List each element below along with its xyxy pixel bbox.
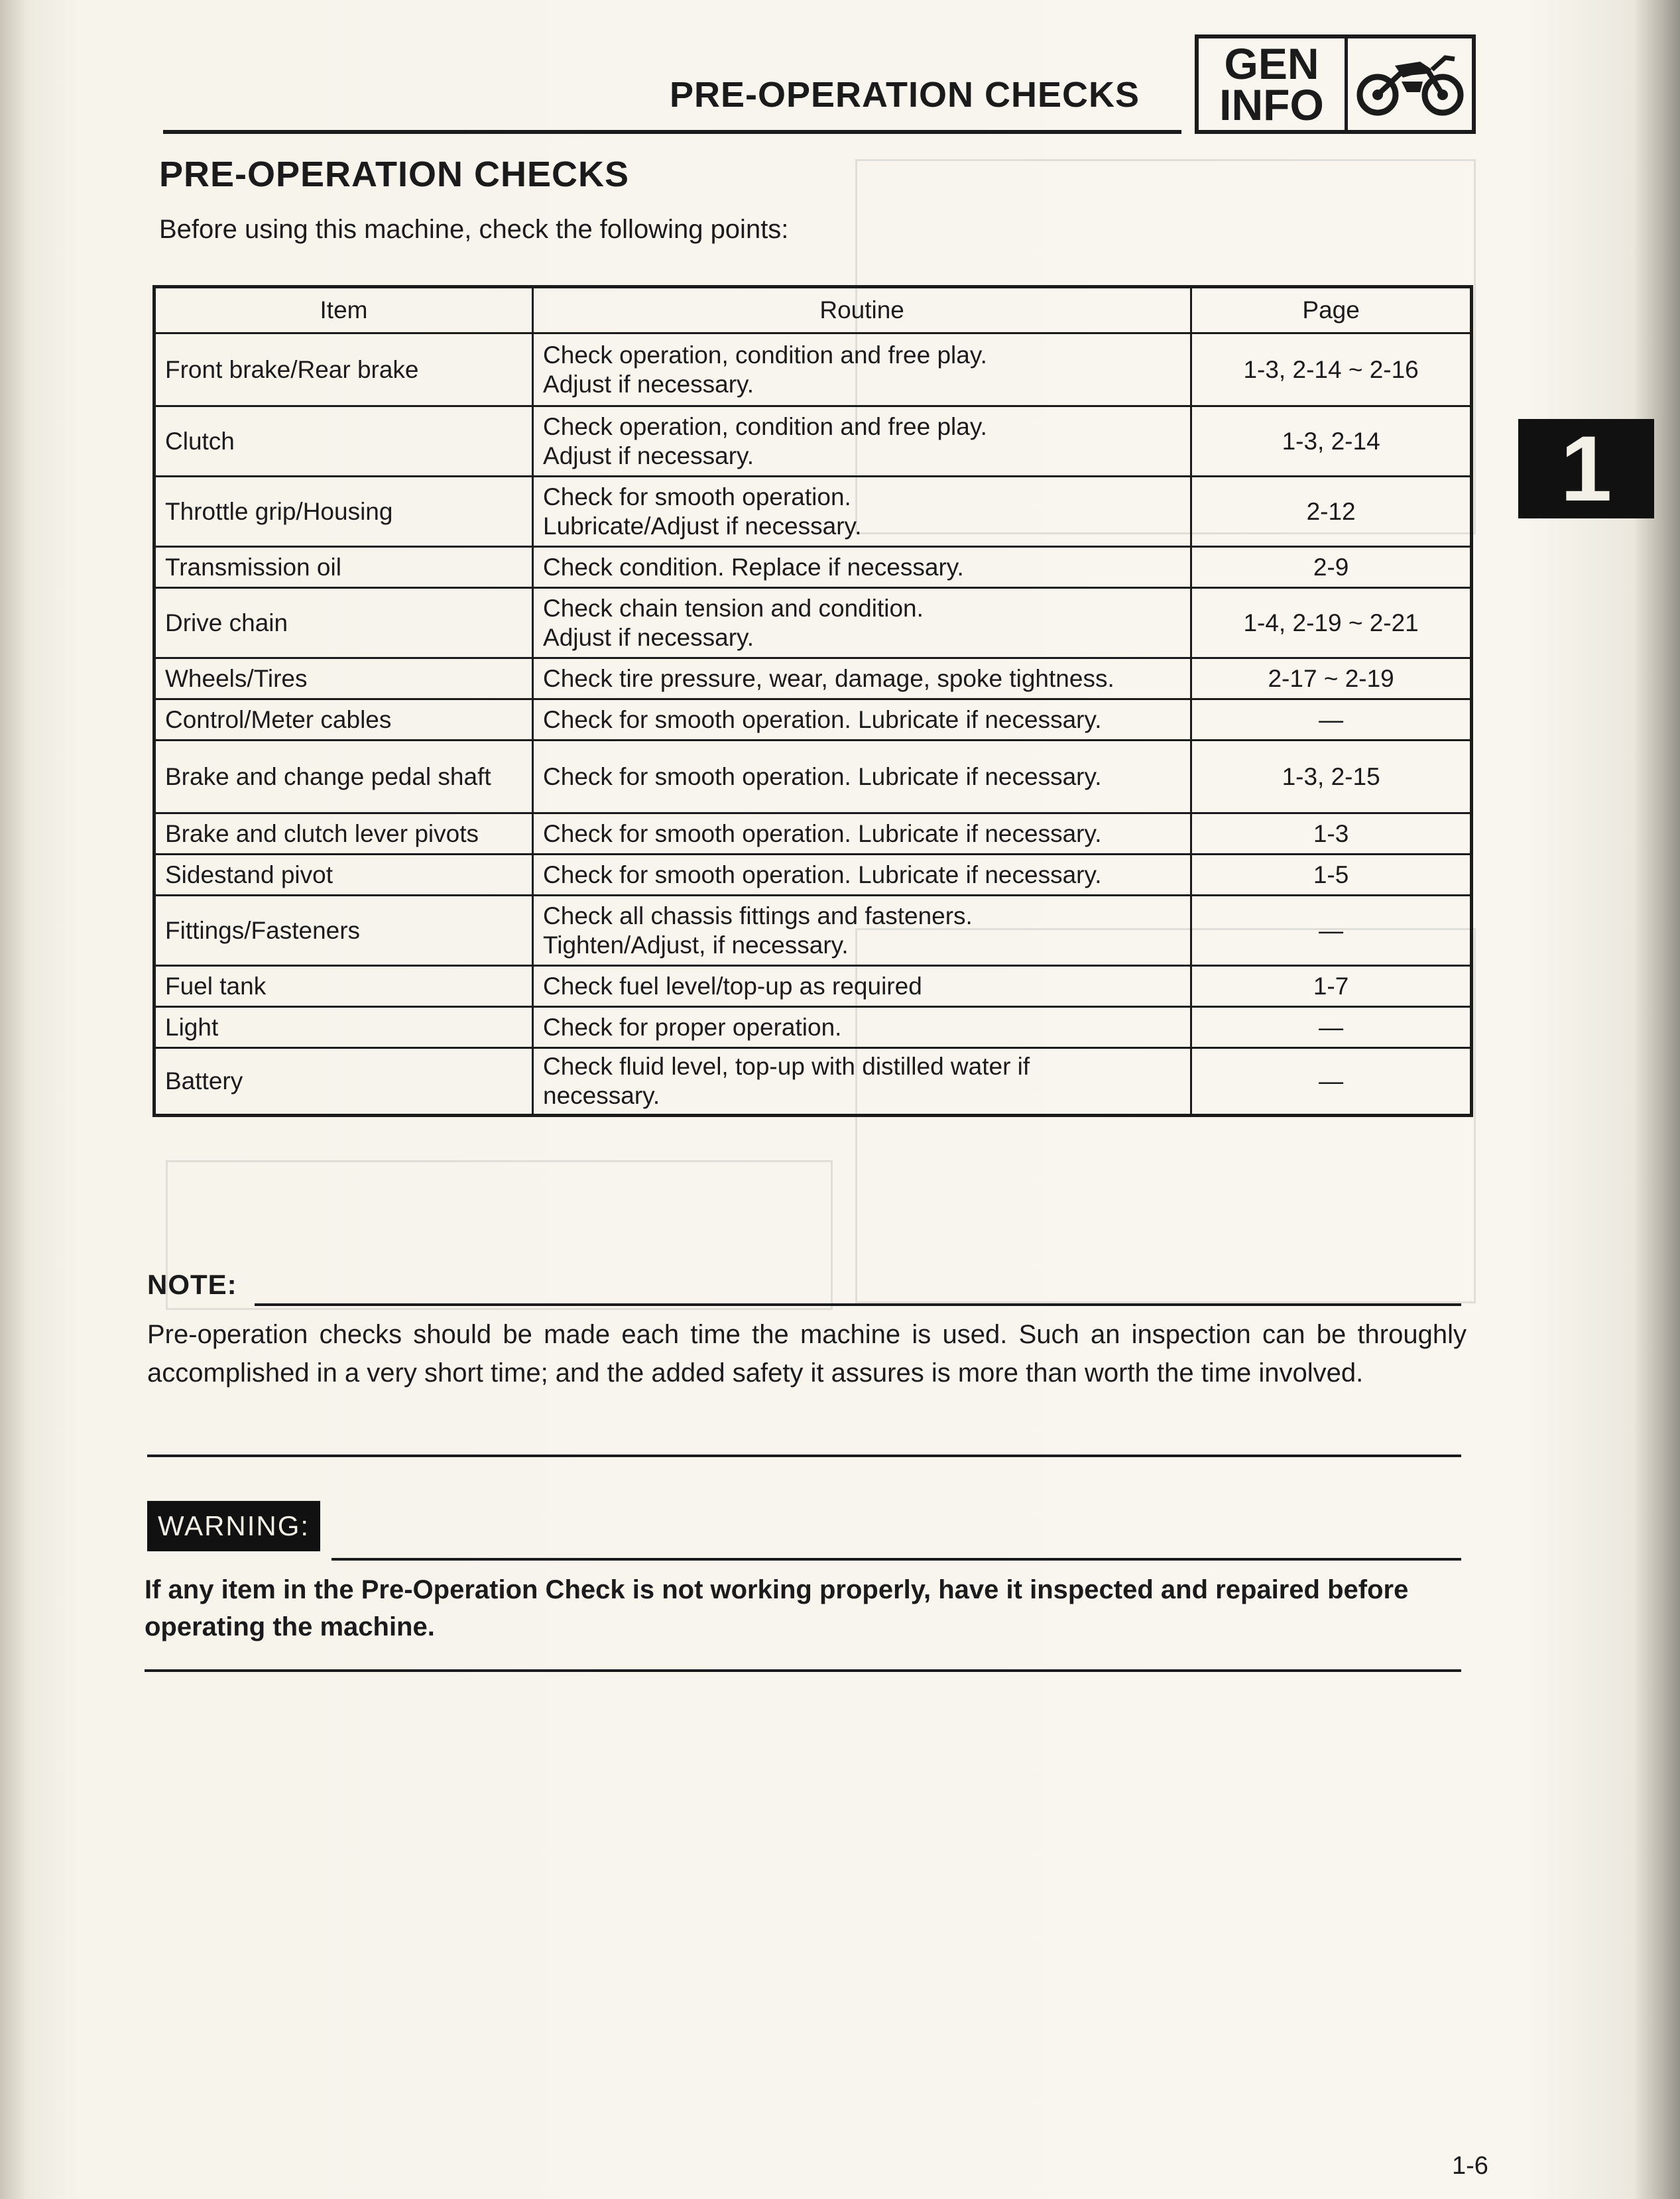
routine-line: Lubricate/Adjust if necessary. — [543, 512, 862, 540]
gen-info-badge — [1195, 34, 1476, 134]
routine-line: Check fuel level/top-up as required — [543, 972, 922, 1000]
item-cell: Fuel tank — [154, 966, 533, 1007]
table-row — [154, 741, 1472, 813]
page-cell: 1-3, 2-14 — [1191, 406, 1472, 477]
item-cell: Light — [154, 1007, 533, 1048]
routine-line: Check for smooth operation. Lubricate if necessary. — [543, 861, 1102, 888]
routine-line: Adjust if necessary. — [543, 370, 754, 398]
table-row — [154, 966, 1472, 1007]
item-cell: Drive chain — [154, 588, 533, 658]
table-row — [154, 855, 1472, 896]
table-row — [154, 699, 1472, 741]
page-cell: 1-4, 2-19 ~ 2-21 — [1191, 588, 1472, 658]
routine-line: Check for smooth operation. Lubricate if necessary. — [543, 819, 1102, 847]
routine-line: Check condition. Replace if necessary. — [543, 553, 964, 581]
table-header-row — [154, 287, 1472, 333]
page-number: 1-6 — [1452, 2152, 1488, 2180]
item-cell: Brake and clutch lever pivots — [154, 813, 533, 855]
table-row — [154, 333, 1472, 406]
motorcycle-icon — [1348, 38, 1472, 130]
note-rule-top — [255, 1303, 1461, 1306]
table-row — [154, 1048, 1472, 1116]
routine-line: Check chain tension and condition. — [543, 594, 924, 622]
item-cell: Battery — [154, 1048, 533, 1116]
gen-label: GEN — [1224, 39, 1319, 88]
table-row — [154, 813, 1472, 855]
page-cell: 1-3 — [1191, 813, 1472, 855]
page-cell: — — [1191, 1007, 1472, 1048]
page-cell: 2-12 — [1191, 477, 1472, 547]
info-label: INFO — [1219, 80, 1324, 129]
page-cell: — — [1191, 699, 1472, 741]
warning-rule-top — [331, 1558, 1461, 1561]
column-header-item: Item — [154, 287, 533, 333]
intro-text: Before using this machine, check the following points: — [159, 215, 789, 244]
routine-cell — [533, 406, 1191, 477]
routine-cell — [533, 477, 1191, 547]
warning-rule-bottom — [145, 1669, 1461, 1672]
page-gutter-shadow — [0, 0, 27, 2199]
routine-line: Adjust if necessary. — [543, 623, 754, 651]
item-cell: Wheels/Tires — [154, 658, 533, 699]
item-cell: Brake and change pedal shaft — [154, 741, 533, 813]
item-cell: Sidestand pivot — [154, 855, 533, 896]
note-label: NOTE: — [147, 1269, 237, 1300]
routine-line: necessary. — [543, 1082, 660, 1109]
routine-line: Adjust if necessary. — [543, 442, 754, 469]
chapter-tab: 1 — [1518, 419, 1654, 518]
routine-line: Check for proper operation. — [543, 1013, 842, 1041]
routine-cell — [533, 896, 1191, 966]
page-cell: — — [1191, 1048, 1472, 1116]
routine-line: Check operation, condition and free play. — [543, 412, 987, 440]
page-edge-shadow — [1634, 0, 1680, 2199]
page-cell: — — [1191, 896, 1472, 966]
table-row — [154, 588, 1472, 658]
routine-line: Check for smooth operation. Lubricate if necessary. — [543, 705, 1102, 733]
table-row — [154, 477, 1472, 547]
routine-line: Tighten/Adjust, if necessary. — [543, 931, 849, 959]
item-cell: Clutch — [154, 406, 533, 477]
routine-cell — [533, 658, 1191, 699]
note-rule-bottom — [147, 1455, 1461, 1457]
item-cell: Control/Meter cables — [154, 699, 533, 741]
page-cell: 2-17 ~ 2-19 — [1191, 658, 1472, 699]
routine-cell — [533, 813, 1191, 855]
routine-cell — [533, 855, 1191, 896]
routine-line: Check all chassis fittings and fasteners. — [543, 902, 973, 929]
item-cell: Fittings/Fasteners — [154, 896, 533, 966]
header-title: PRE-OPERATION CHECKS — [670, 75, 1140, 115]
routine-cell — [533, 547, 1191, 588]
routine-line: Check fluid level, top-up with distilled water if — [543, 1053, 1030, 1080]
table-row — [154, 406, 1472, 477]
item-cell: Transmission oil — [154, 547, 533, 588]
warning-label: WARNING: — [147, 1501, 320, 1551]
table-row — [154, 1007, 1472, 1048]
item-cell: Front brake/Rear brake — [154, 333, 533, 406]
column-header-page: Page — [1191, 287, 1472, 333]
routine-cell — [533, 1007, 1191, 1048]
page-cell: 1-5 — [1191, 855, 1472, 896]
page-cell: 1-3, 2-15 — [1191, 741, 1472, 813]
page-cell: 1-7 — [1191, 966, 1472, 1007]
routine-cell — [533, 333, 1191, 406]
page-cell: 1-3, 2-14 ~ 2-16 — [1191, 333, 1472, 406]
item-cell: Throttle grip/Housing — [154, 477, 533, 547]
note-text: Pre-operation checks should be made each time the machine is used. Such an inspection can be throughly accomplished in a very short time; and the added safety it assures is more than worth the time involved. — [147, 1320, 1467, 1388]
pre-operation-checks-table — [152, 285, 1473, 1117]
table-row — [154, 547, 1472, 588]
routine-cell — [533, 741, 1191, 813]
warning-text: If any item in the Pre-Operation Check is not working properly, have it inspected and repaired before operating the machine. — [145, 1575, 1409, 1641]
routine-line: Check tire pressure, wear, damage, spoke tightness. — [543, 664, 1114, 692]
routine-line: Check for smooth operation. Lubricate if necessary. — [543, 762, 1102, 790]
table-row — [154, 896, 1472, 966]
header-rule — [163, 130, 1181, 134]
routine-cell — [533, 966, 1191, 1007]
section-title: PRE-OPERATION CHECKS — [159, 154, 630, 194]
table-row — [154, 658, 1472, 699]
routine-cell — [533, 699, 1191, 741]
table-body — [154, 333, 1472, 1116]
gen-info-label — [1199, 38, 1348, 130]
routine-line: Check for smooth operation. — [543, 483, 851, 510]
bleed-through-box — [166, 1160, 833, 1310]
routine-cell — [533, 1048, 1191, 1116]
page-cell: 2-9 — [1191, 547, 1472, 588]
routine-line: Check operation, condition and free play. — [543, 341, 987, 369]
column-header-routine: Routine — [533, 287, 1191, 333]
routine-cell — [533, 588, 1191, 658]
